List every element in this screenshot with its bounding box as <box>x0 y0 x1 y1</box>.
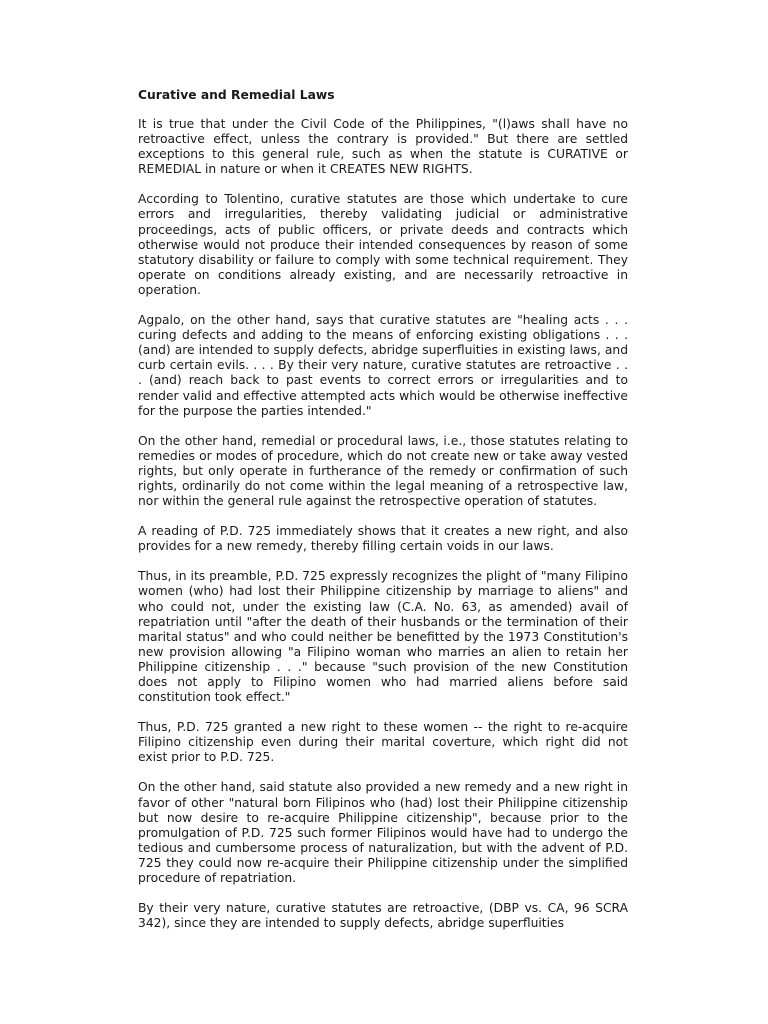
document-title: Curative and Remedial Laws <box>138 88 335 102</box>
paragraph-4: On the other hand, remedial or procedural laws, i.e., those statutes relating to remedies or modes of procedure, which do not create new or take away vested rights, but only operate in furtherance of the remedy or confirmation of such rights, ordinarily do not come within the legal meaning of a retrospective law, nor within the general rule against the retrospective operation of statutes. <box>138 433 628 509</box>
paragraph-9: By their very nature, curative statutes are retroactive, (DBP vs. CA, 96 SCRA 342), since they are intended to supply defects, abridge superfluities <box>138 901 628 931</box>
paragraph-8: On the other hand, said statute also provided a new remedy and a new right in favor of other "natural born Filipinos who (had) lost their Philippine citizenship but now desire to re-acquire Philippine citizenship", because prior to the promulgation of P.D. 725 such former Filipinos would have had to undergo the tedious and cumbersome process of naturalization, but with the advent of P.D. 725 they could now re-acquire their Philippine citizenship under the simplified procedure of repatriation. <box>138 780 628 886</box>
paragraph-1: It is true that under the Civil Code of the Philippines, "(l)aws shall have no retroactive effect, unless the contrary is provided." But there are settled exceptions to this general rule, such as when the statute is CURATIVE or REMEDIAL in nature or when it CREATES NEW RIGHTS. <box>138 117 628 177</box>
paragraph-7: Thus, P.D. 725 granted a new right to these women -- the right to re-acquire Filipino citizenship even during their marital coverture, which right did not exist prior to P.D. 725. <box>138 720 628 765</box>
paragraph-2: According to Tolentino, curative statutes are those which undertake to cure errors and irregularities, thereby validating judicial or administrative proceedings, acts of public officers, or private deeds and contracts which otherwise would not produce their intended consequences by reason of some statutory disability or failure to comply with some technical requirement. They operate on conditions already existing, and are necessarily retroactive in operation. <box>138 192 628 297</box>
paragraph-5: A reading of P.D. 725 immediately shows that it creates a new right, and also provides for a new remedy, thereby filling certain voids in our laws. <box>138 524 628 554</box>
paragraph-3: Agpalo, on the other hand, says that curative statutes are "healing acts . . . curing defects and adding to the means of enforcing existing obligations . . . (and) are intended to supply defects, abridge superfluities in existing laws, and curb certain evils. . . . By their very nature, curative statutes are retroactive . . . (and) reach back to past events to correct errors or irregularities and to render valid and effective attempted acts which would be otherwise ineffective for the purpose the parties intended." <box>138 313 628 418</box>
paragraph-6: Thus, in its preamble, P.D. 725 expressly recognizes the plight of "many Filipino women (who) had lost their Philippine citizenship by marriage to aliens" and who could not, under the existing law (C.A. No. 63, as amended) avail of repatriation until "after the death of their husbands or the termination of their marital status" and who could neither be benefitted by the 1973 Constitution's new provision allowing "a Filipino woman who marries an alien to retain her Philippine citizenship . . ." because "such provision of the new Constitution does not apply to Filipino women who had married aliens before said constitution took effect." <box>138 569 628 705</box>
